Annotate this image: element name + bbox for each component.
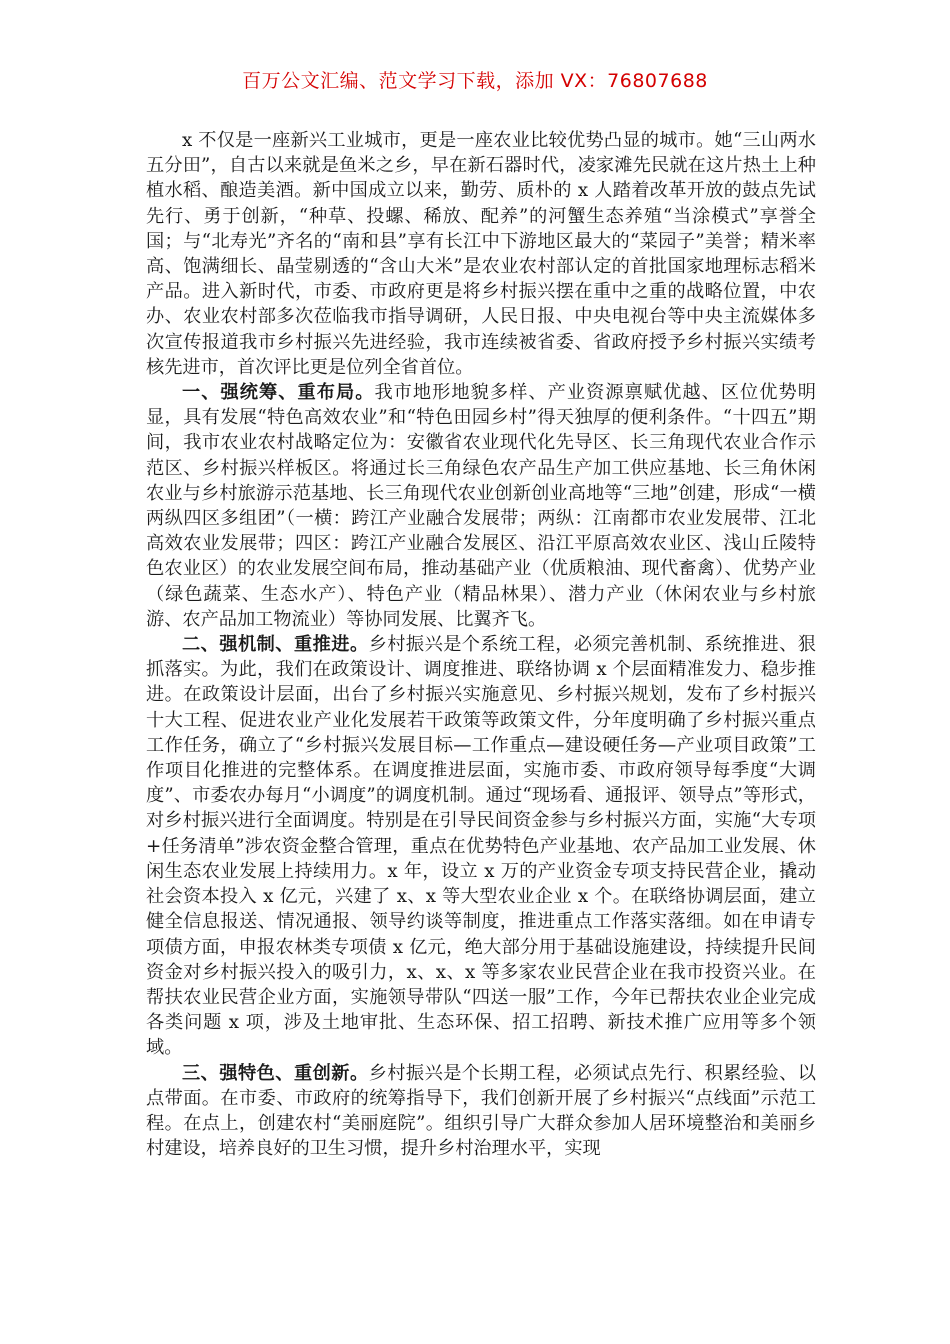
document-body (146, 128, 816, 1161)
section-paragraph-2 (146, 632, 816, 1060)
header-banner: 百万公文汇编、范文学习下载，添加 VX：76807688 (242, 70, 708, 92)
section-body-2: 乡村振兴是个系统工程，必须完善机制、系统推进、狠抓落实。为此，我们在政策设计、调度推进、联络协调 x 个层面精准发力、稳步推进。在政策设计层面，出台了乡村振兴实施意见、乡村振兴规划，发布了乡村振兴十大工程、促进农业产业化发展若干政策等政策文件，分年度明确了乡村振兴重点工作任务，确立了“乡村振兴发展目标—工作重点—建设硬任务—产业项目政策”工作项目化推进的完整体系。在调度推进层面，实施市委、市政府领导每季度“大调度”、市委农办每月“小调度”的调度机制。通过“现场看、通报评、领导点”等形式，对乡村振兴进行全面调度。特别是在引导民间资金参与乡村振兴方面，实施“大专项+任务清单”涉农资金整合管理，重点在优势特色产业基地、农产品加工业发展、休闲生态农业发展上持续用力。x 年，设立 x 万的产业资金专项支持民营企业，撬动社会资本投入 x 亿元，兴建了 x、x 等大型农业企业 x 个。在联络协调层面，建立健全信息报送、情况通报、领导约谈等制度，推进重点工作落实落细。如在申请专项债方面，申报农林类专项债 x 亿元，绝大部分用于基础设施建设，持续提升民间资金对乡村振兴投入的吸引力，x、x、x 等多家农业民营企业在我市投资兴业。在帮扶农业民营企业方面，实施领导带队“四送一服”工作，今年已帮扶农业企业完成各类问题 x 项，涉及土地审批、生态环保、招工招聘、新技术推广应用等多个领域。 (146, 634, 816, 1059)
section-body-1: 我市地形地貌多样、产业资源禀赋优越、区位优势明显，具有发展“特色高效农业”和“特色田园乡村”得天独厚的便利条件。“十四五”期间，我市农业农村战略定位为：安徽省农业现代化先导区、长三角现代农业合作示范区、乡村振兴样板区。将通过长三角绿色农产品生产加工供应基地、长三角休闲农业与乡村旅游示范基地、长三角现代农业创新创业高地等“三地”创建，形成“一横两纵四区多组团”（一横：跨江产业融合发展带；两纵：江南都市农业发展带、江北高效农业发展带；四区：跨江产业融合发展区、沿江平原高效农业区、浅山丘陵特色农业区）的农业发展空间布局，推动基础产业（优质粮油、现代畜禽）、优势产业（绿色蔬菜、生态水产）、特色产业（精品林果）、潜力产业（休闲农业与乡村旅游、农产品加工物流业）等协同发展、比翼齐飞。 (146, 382, 816, 630)
section-paragraph-3 (146, 1061, 816, 1162)
section-paragraph-1 (146, 380, 816, 632)
section-heading-1: 一、强统筹、重布局。 (182, 382, 375, 404)
section-heading-3: 三、强特色、重创新。 (182, 1062, 369, 1084)
intro-paragraph: x 不仅是一座新兴工业城市，更是一座农业比较优势凸显的城市。她“三山两水五分田”，自古以来就是鱼米之乡，早在新石器时代，凌家滩先民就在这片热土上种植水稻、酿造美酒。新中国成立以来，勤劳、质朴的 x 人踏着改革开放的鼓点先试先行、勇于创新，“种草、投螺、稀放、配养”的河蟹生态养殖“当涂模式”享誉全国；与“北寿光”齐名的“南和县”享有长江中下游地区最大的“菜园子”美誉；精米率高、饱满细长、晶莹剔透的“含山大米”是农业农村部认定的首批国家地理标志稻米产品。进入新时代，市委、市政府更是将乡村振兴摆在重中之重的战略位置，中农办、农业农村部多次莅临我市指导调研，人民日报、中央电视台等中央主流媒体多次宣传报道我市乡村振兴先进经验，我市连续被省委、省政府授予乡村振兴实绩考核先进市，首次评比更是位列全省首位。 (146, 130, 816, 378)
section-heading-2: 二、强机制、重推进。 (182, 634, 369, 656)
section-body-3: 乡村振兴是个长期工程，必须试点先行、积累经验、以点带面。在市委、市政府的统筹指导下，我们创新开展了乡村振兴“点线面”示范工程。在点上，创建农村“美丽庭院”。组织引导广大群众参加人居环境整治和美丽乡村建设，培养良好的卫生习惯，提升乡村治理水平，实现 (146, 1062, 816, 1160)
